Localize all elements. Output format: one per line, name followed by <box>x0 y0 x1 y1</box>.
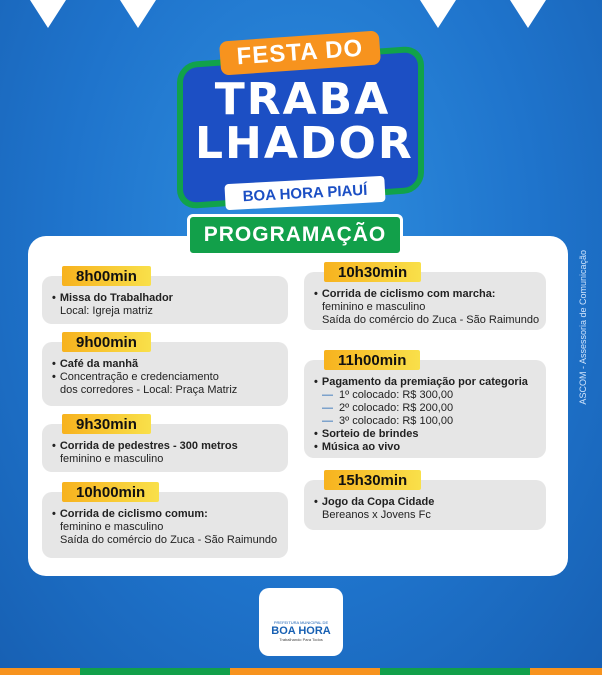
schedule-line: • Música ao vivo <box>314 441 400 453</box>
schedule-line: dos corredores - Local: Praça Matriz <box>60 384 238 396</box>
title-line-2: LHADOR <box>195 118 414 169</box>
schedule-line: — 3º colocado: R$ 100,00 <box>322 415 453 427</box>
prefeitura-logo <box>259 588 343 656</box>
schedule-line: • Café da manhã <box>52 358 138 370</box>
schedule-line: — 1º colocado: R$ 300,00 <box>322 389 453 401</box>
schedule-line: • Concentração e credenciamento <box>52 371 219 383</box>
schedule-line: Local: Igreja matriz <box>60 305 153 317</box>
side-credit: ASCOM - Assessoria de Comunicação <box>578 250 588 405</box>
schedule-line: • Corrida de ciclismo comum: <box>52 508 208 520</box>
title-top: FESTA DO <box>219 30 381 75</box>
schedule-card <box>42 267 288 324</box>
bunting-flag <box>510 0 546 28</box>
schedule-card <box>42 415 288 472</box>
schedule-line: — 2º colocado: R$ 200,00 <box>322 402 453 414</box>
schedule-line: • Corrida de pedestres - 300 metros <box>52 440 238 452</box>
schedule-time: 15h30min <box>324 470 421 490</box>
schedule-line: • Jogo da Copa Cidade <box>314 496 434 508</box>
schedule-line: feminino e masculino <box>60 521 164 533</box>
schedule-card <box>42 333 288 406</box>
schedule-line: • Missa do Trabalhador <box>52 292 173 304</box>
schedule-line: Saída do comércio do Zuca - São Raimundo <box>60 534 278 546</box>
logo-line-1: PREFEITURA MUNICIPAL DE <box>273 620 329 625</box>
schedule-time: 10h30min <box>324 262 421 282</box>
schedule-card <box>304 351 546 458</box>
title-location: BOA HORA PIAUÍ <box>224 176 385 210</box>
programacao-heading: PROGRAMAÇÃO <box>187 214 403 256</box>
schedule-line: • Pagamento da premiação por categoria <box>314 376 528 388</box>
schedule-line: Saída do comércio do Zuca - São Raimundo <box>322 314 540 326</box>
bunting-flag <box>120 0 156 28</box>
schedule-line: • Corrida de ciclismo com marcha: <box>314 288 495 300</box>
title-line-1: TRABA <box>214 74 391 125</box>
schedule-card <box>304 471 546 530</box>
schedule-line: Bereanos x Jovens Fc <box>322 509 431 521</box>
schedule-time: 9h30min <box>62 414 151 434</box>
schedule-line: • Sorteio de brindes <box>314 428 418 440</box>
schedule-line: feminino e masculino <box>60 453 164 465</box>
footer-stripe <box>380 668 530 675</box>
schedule-time: 8h00min <box>62 266 151 286</box>
logo-line-2: BOA HORA <box>271 625 331 637</box>
logo-line-3: Trabalhando Para Todos <box>279 637 323 642</box>
footer-stripe <box>80 668 230 675</box>
schedule-card <box>42 483 288 558</box>
schedule-panel <box>28 236 568 576</box>
schedule-card <box>304 263 546 330</box>
event-title-logo <box>165 30 437 205</box>
schedule-line: feminino e masculino <box>322 301 426 313</box>
schedule-time: 10h00min <box>62 482 159 502</box>
bunting-flag <box>420 0 456 28</box>
schedule-time: 11h00min <box>324 350 420 370</box>
bunting-flag <box>30 0 66 28</box>
schedule-time: 9h00min <box>62 332 151 352</box>
